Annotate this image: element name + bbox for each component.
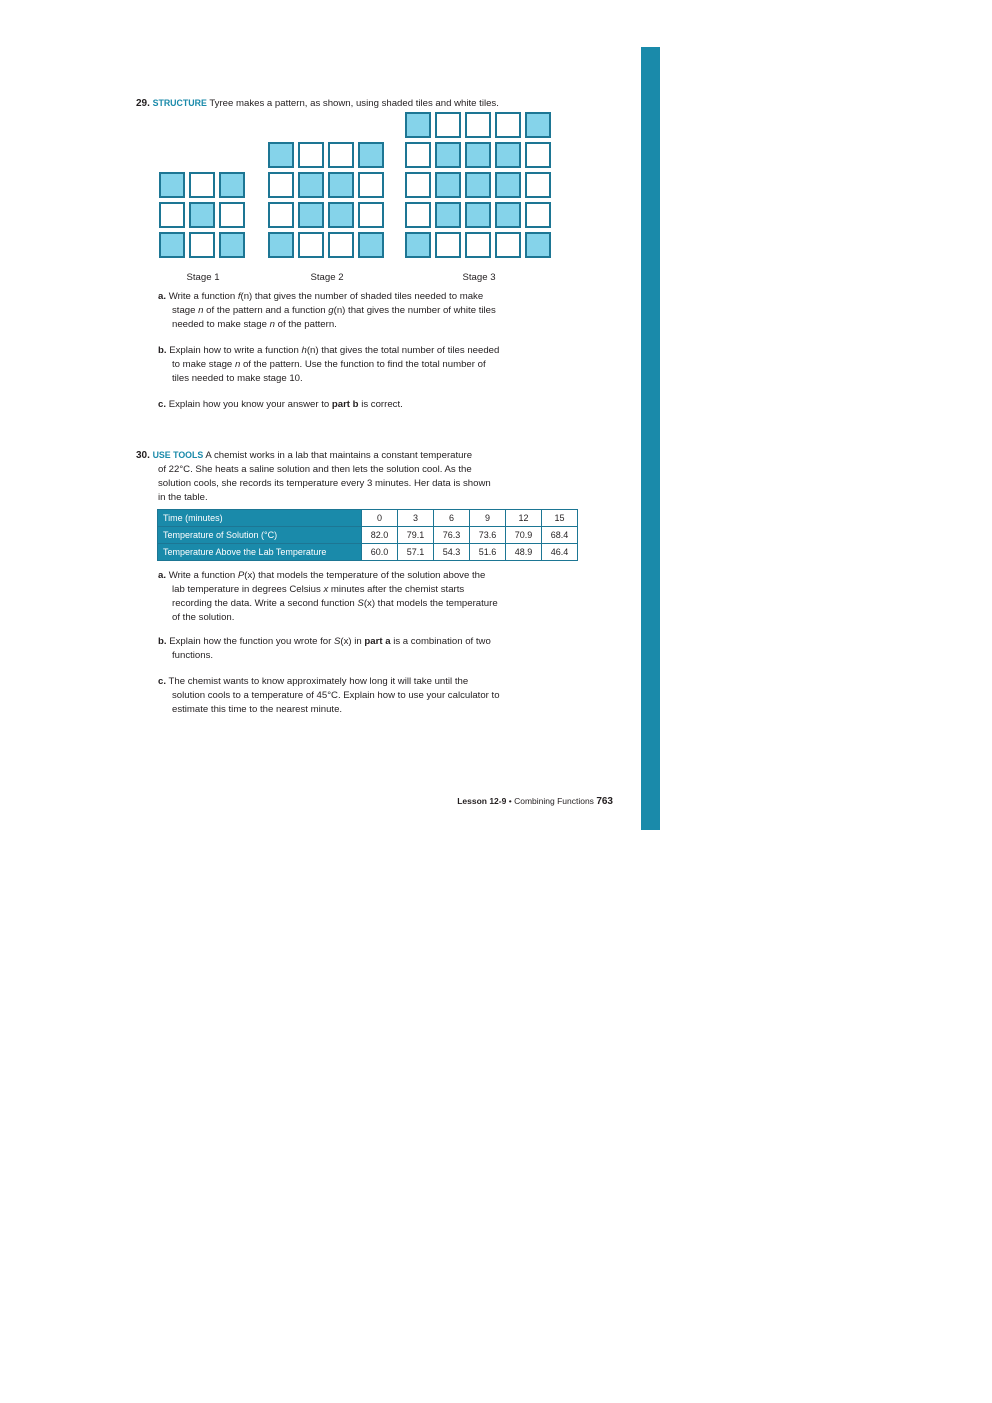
table-cell: 48.9 bbox=[506, 544, 542, 561]
stage-2-label: Stage 2 bbox=[310, 272, 344, 283]
table-cell: 15 bbox=[542, 510, 578, 527]
shaded-tile bbox=[525, 112, 551, 138]
shaded-tile bbox=[495, 202, 521, 228]
shaded-tile bbox=[358, 142, 384, 168]
table-cell: 3 bbox=[398, 510, 434, 527]
shaded-tile bbox=[495, 142, 521, 168]
white-tile bbox=[328, 142, 354, 168]
shaded-tile bbox=[268, 142, 294, 168]
shaded-tile bbox=[435, 202, 461, 228]
shaded-tile bbox=[268, 232, 294, 258]
row-header: Temperature Above the Lab Temperature bbox=[158, 544, 362, 561]
shaded-tile bbox=[189, 202, 215, 228]
lesson-title: Combining Functions bbox=[514, 796, 594, 806]
shaded-tile bbox=[495, 172, 521, 198]
practice-keyword: USE TOOLS bbox=[152, 450, 204, 460]
white-tile bbox=[495, 112, 521, 138]
question-29b: b. Explain how to write a function h(n) that gives the total number of tiles needed to make stage n of the pattern. Use the function to find the total number of tiles needed to make stage 10. bbox=[158, 345, 500, 384]
white-tile bbox=[435, 232, 461, 258]
white-tile bbox=[405, 202, 431, 228]
white-tile bbox=[219, 202, 245, 228]
white-tile bbox=[525, 202, 551, 228]
shaded-tile bbox=[219, 232, 245, 258]
shaded-tile bbox=[328, 202, 354, 228]
question-30-header: 30. USE TOOLS A chemist works in a lab that maintains a constant temperature of 22°C. She heats a saline solution and then lets the solution cool. As the solution cools, she records its temperature every 3 minutes. Her data is shown in the table. bbox=[136, 450, 491, 503]
question-29a: a. Write a function f(n) that gives the number of shaded tiles needed to make stage n of the pattern and a function g(n) that gives the number of white tiles needed to make stage n of the pattern. bbox=[158, 291, 496, 330]
footer-bullet: • bbox=[508, 796, 512, 806]
page-number: 763 bbox=[596, 796, 613, 807]
shaded-tile bbox=[405, 112, 431, 138]
shaded-tile bbox=[435, 142, 461, 168]
table-cell: 57.1 bbox=[398, 544, 434, 561]
row-header: Time (minutes) bbox=[158, 510, 362, 527]
stage-3-label: Stage 3 bbox=[462, 272, 496, 283]
white-tile bbox=[405, 172, 431, 198]
white-tile bbox=[525, 142, 551, 168]
white-tile bbox=[189, 172, 215, 198]
white-tile bbox=[358, 202, 384, 228]
question-29-header bbox=[136, 96, 499, 111]
white-tile bbox=[405, 142, 431, 168]
white-tile bbox=[435, 112, 461, 138]
shaded-tile bbox=[405, 232, 431, 258]
shaded-tile bbox=[219, 172, 245, 198]
question-30b: b. Explain how the function you wrote for S(x) in part a is a combination of two functions. bbox=[158, 636, 491, 661]
shaded-tile bbox=[465, 172, 491, 198]
lesson-number: Lesson 12-9 bbox=[457, 796, 507, 806]
white-tile bbox=[298, 142, 324, 168]
shaded-tile bbox=[159, 232, 185, 258]
stage-1-label: Stage 1 bbox=[186, 272, 220, 283]
question-number: 30. bbox=[136, 450, 150, 461]
white-tile bbox=[189, 232, 215, 258]
table-cell: 51.6 bbox=[470, 544, 506, 561]
table-cell: 68.4 bbox=[542, 527, 578, 544]
table-cell: 73.6 bbox=[470, 527, 506, 544]
shaded-tile bbox=[435, 172, 461, 198]
table-cell: 6 bbox=[434, 510, 470, 527]
table-cell: 82.0 bbox=[362, 527, 398, 544]
white-tile bbox=[465, 112, 491, 138]
white-tile bbox=[495, 232, 521, 258]
shaded-tile bbox=[525, 232, 551, 258]
white-tile bbox=[268, 172, 294, 198]
shaded-tile bbox=[159, 172, 185, 198]
table-cell: 12 bbox=[506, 510, 542, 527]
question-prompt: Tyree makes a pattern, as shown, using shaded tiles and white tiles. bbox=[209, 98, 499, 109]
temperature-data-table bbox=[157, 509, 578, 561]
white-tile bbox=[358, 172, 384, 198]
white-tile bbox=[328, 232, 354, 258]
table-cell: 0 bbox=[362, 510, 398, 527]
white-tile bbox=[525, 172, 551, 198]
tile-pattern-figure bbox=[0, 0, 992, 300]
shaded-tile bbox=[328, 172, 354, 198]
shaded-tile bbox=[298, 172, 324, 198]
white-tile bbox=[298, 232, 324, 258]
page-footer bbox=[457, 796, 613, 807]
shaded-tile bbox=[465, 142, 491, 168]
white-tile bbox=[268, 202, 294, 228]
table-row bbox=[158, 544, 578, 561]
question-29c: c. Explain how you know your answer to part b is correct. bbox=[158, 399, 403, 410]
shaded-tile bbox=[465, 202, 491, 228]
table-row bbox=[158, 527, 578, 544]
page-edge-bar bbox=[641, 47, 660, 830]
white-tile bbox=[159, 202, 185, 228]
question-30c: c. The chemist wants to know approximately how long it will take until the solution cools to a temperature of 45°C. Explain how to use your calculator to estimate this time to the nearest minute. bbox=[158, 676, 500, 715]
table-cell: 70.9 bbox=[506, 527, 542, 544]
shaded-tile bbox=[298, 202, 324, 228]
table-row bbox=[158, 510, 578, 527]
table-cell: 54.3 bbox=[434, 544, 470, 561]
table-cell: 79.1 bbox=[398, 527, 434, 544]
question-number: 29. bbox=[136, 98, 150, 109]
practice-keyword: STRUCTURE bbox=[152, 98, 207, 108]
table-cell: 46.4 bbox=[542, 544, 578, 561]
white-tile bbox=[465, 232, 491, 258]
table-cell: 60.0 bbox=[362, 544, 398, 561]
table-cell: 76.3 bbox=[434, 527, 470, 544]
table-cell: 9 bbox=[470, 510, 506, 527]
question-30a: a. Write a function P(x) that models the temperature of the solution above the lab temperature in degrees Celsius x minutes after the chemist starts recording the data. Write a second function S(x) that models the temperature of the solution. bbox=[158, 570, 498, 623]
shaded-tile bbox=[358, 232, 384, 258]
row-header: Temperature of Solution (°C) bbox=[158, 527, 362, 544]
